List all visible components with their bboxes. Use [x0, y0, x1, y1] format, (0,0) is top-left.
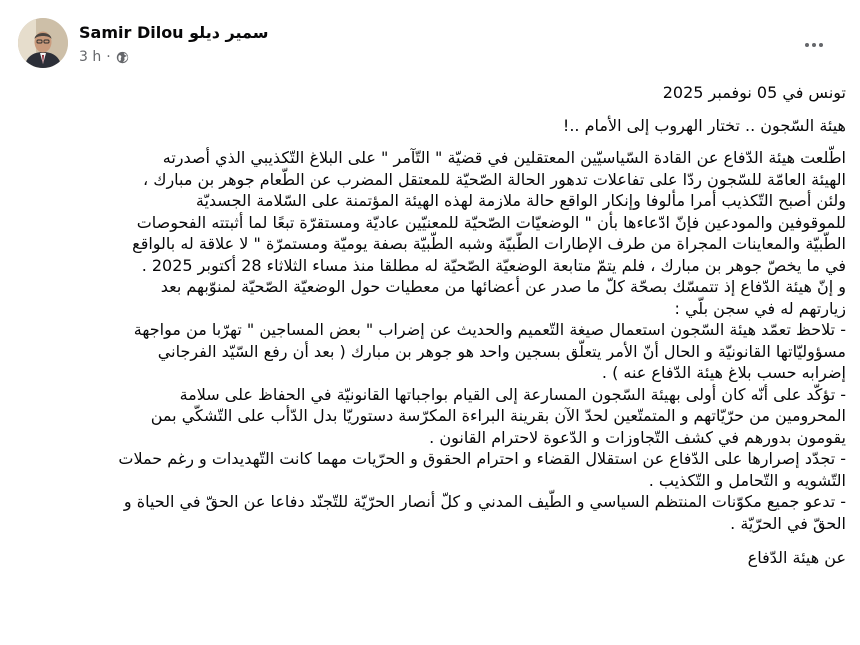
post-title: هيئة السّجون .. تختار الهروب إلى الأمام ..!	[562, 115, 846, 135]
avatar-portrait-image	[18, 18, 68, 68]
avatar[interactable]	[18, 18, 68, 68]
body-line: الهيئة العامّة للسّجون ردّا على تفاعلات تدهور الحالة الصّحيّة للمعتقل المضرب عن الطّعام جوهر بن مبارك ،	[143, 169, 846, 189]
more-options-button[interactable]	[796, 30, 832, 60]
body-line: و إنّ هيئة الدّفاع إذ تتمسّك بصحّة كلّ ما صدر عن أعضائها من معطيات حول الوضعيّة الصّحيّة لمنوّبهم بعد	[160, 277, 846, 296]
body-line: - تدعو جميع مكوّنات المنتظم السياسي و الطّيف المدني و كلّ أنصار الحرّيّة للتّجنّد دفاعا عن الحقّ في الحياة و	[123, 492, 846, 511]
body-line: الطّبيّة والمعاينات المجراة من طرف الإطارات الطّبيّة وشبه الطّبيّة بصفة يوميّة ومستمرّة " لا علاقة له بالواقع	[132, 234, 846, 253]
body-line: في ما يخصّ جوهر بن مبارك ، فلم يتمّ متابعة الوضعيّة الصّحيّة له مطلقا منذ مساء الثلاثاء 28 أكتوبر 2025 .	[141, 255, 846, 275]
body-line: - تؤكّد على أنّه كان أولى بهيئة السّجون المسارعة إلى القيام بواجباتها القانونيّة في الحفاظ على سلامة	[179, 384, 846, 404]
more-options-icon-dot	[805, 43, 809, 47]
date-line: تونس في 05 نوفمبر 2025	[662, 83, 846, 102]
body-line: - تجدّد إصرارها على الدّفاع عن استقلال القضاء و احترام الحقوق و الحرّيات مهما كانت التّهديدات و رغم حملات	[118, 449, 846, 468]
body-line: ولئن أصبح التّكذيب أمرا مألوفا وإنكار الواقع حالة ملازمة لهذه الهيئة المؤتمنة على السّلامة الجسديّة	[195, 191, 846, 210]
author-name[interactable]: Samir Dilou سمير ديلو	[79, 23, 269, 42]
body-line: للموقوفين والمودعين فإنّ ادّعاءها بأن " الوضعيّات الصّحيّة للمعنيّين عاديّة ومستقرّة تبعًا لما أثبتته الفحوصات	[136, 212, 846, 232]
body-line: اطّلعت هيئة الدّفاع عن القادة السّياسيّين المعتقلين في قضيّة " التّآمر " على البلاغ التّكذيبي الذي أصدرته	[162, 148, 846, 167]
body-line: - تلاحظ تعمّد هيئة السّجون استعمال صيغة التّعميم والحديث عن إضراب " بعض المساجين " تهرّبا من مواجهة	[133, 320, 846, 339]
meta-separator: ·	[106, 49, 111, 65]
body-line: التّشويه و التّحامل و التّكذيب .	[648, 470, 846, 490]
body-line: مسؤوليّاتها القانونيّة و الحال أنّ الأمر يتعلّق بسجين واحد هو جوهر بن مبارك ( بعد أن رفع السّيّد الفرجاني	[157, 341, 846, 361]
more-options-icon-dot	[812, 43, 816, 47]
globe-icon[interactable]	[116, 51, 129, 64]
body-line: الحقّ في الحرّيّة .	[730, 513, 846, 533]
body-line: إضرابه حسب بلاغ هيئة الدّفاع عنه ) .	[601, 363, 846, 382]
timestamp[interactable]: 3 h	[79, 49, 102, 65]
post-meta	[79, 49, 129, 65]
body-line: المحرومين من حرّيّاتهم و المتمتّعين لحدّ الآن بقرينة البراءة المكرّسة دستوريّا بدل الدّأب على التّشكّي بمن	[150, 406, 846, 425]
body-line: زيارتهم له في سجن بلّي :	[674, 298, 846, 318]
body-line: يقومون بدورهم في كشف التّجاوزات و الدّعوة لاحترام القانون .	[429, 427, 846, 447]
signature: عن هيئة الدّفاع	[747, 548, 846, 567]
post-content	[14, 82, 846, 569]
more-options-icon-dot	[819, 43, 823, 47]
post-header	[18, 18, 842, 74]
